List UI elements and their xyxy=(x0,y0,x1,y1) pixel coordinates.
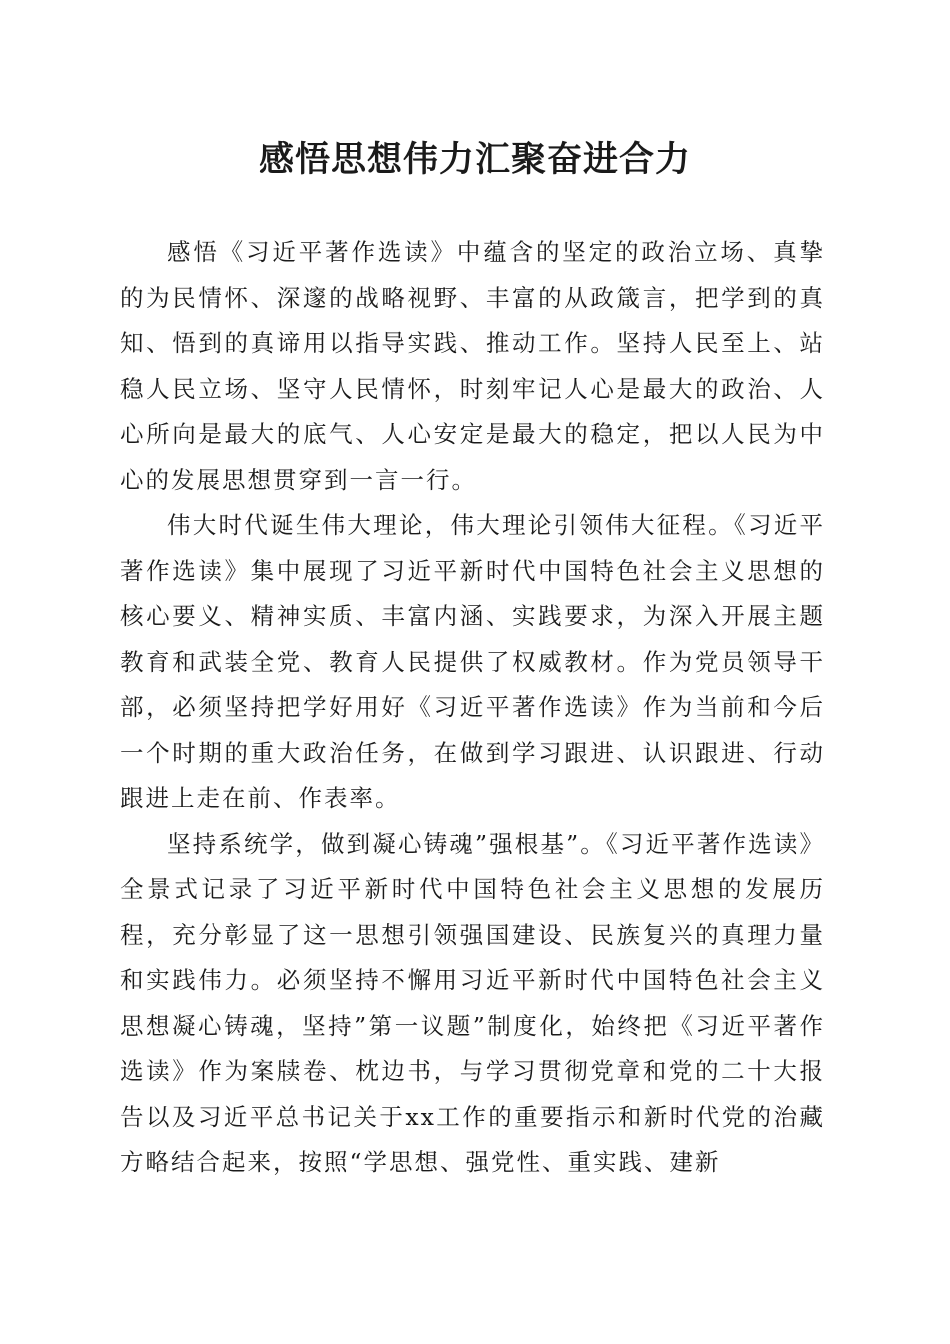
document-title: 感悟思想伟力汇聚奋进合力 xyxy=(258,139,691,180)
paragraph-3: 坚持系统学，做到凝心铸魂”强根基”。《习近平著作选读》全景式记录了习近平新时代中国特色社会主义思想的发展历程，充分彰显了这一思想引领强国建设、民族复兴的真理力量和实践伟力。必须坚持不懈用习近平新时代中国特色社会主义思想凝心铸魂，坚持”第一议题”制度化，始终把《习近平著作选读》作为案牍卷、枕边书，与学习贯彻党章和党的二十大报告以及习近平总书记关于xx工作的重要指示和新时代党的治藏方略结合起来，按照“学思想、强党性、重实践、建新 xyxy=(120,829,825,1176)
paragraph-1: 感悟《习近平著作选读》中蕴含的坚定的政治立场、真挚的为民情怀、深邃的战略视野、丰富的从政箴言，把学到的真知、悟到的真谛用以指导实践、推动工作。坚持人民至上、站稳人民立场、坚守人民情怀，时刻牢记人心是最大的政治、人心所向是最大的底气、人心安定是最大的稳定，把以人民为中心的发展思想贯穿到一言一行。 xyxy=(120,238,825,494)
document-body xyxy=(120,230,825,1186)
paragraph-2: 伟大时代诞生伟大理论，伟大理论引领伟大征程。《习近平著作选读》集中展现了习近平新时代中国特色社会主义思想的核心要义、精神实质、丰富内涵、实践要求，为深入开展主题教育和武装全党、教育人民提供了权威教材。作为党员领导干部，必须坚持把学好用好《习近平著作选读》作为当前和今后一个时期的重大政治任务，在做到学习跟进、认识跟进、行动跟进上走在前、作表率。 xyxy=(120,511,825,812)
